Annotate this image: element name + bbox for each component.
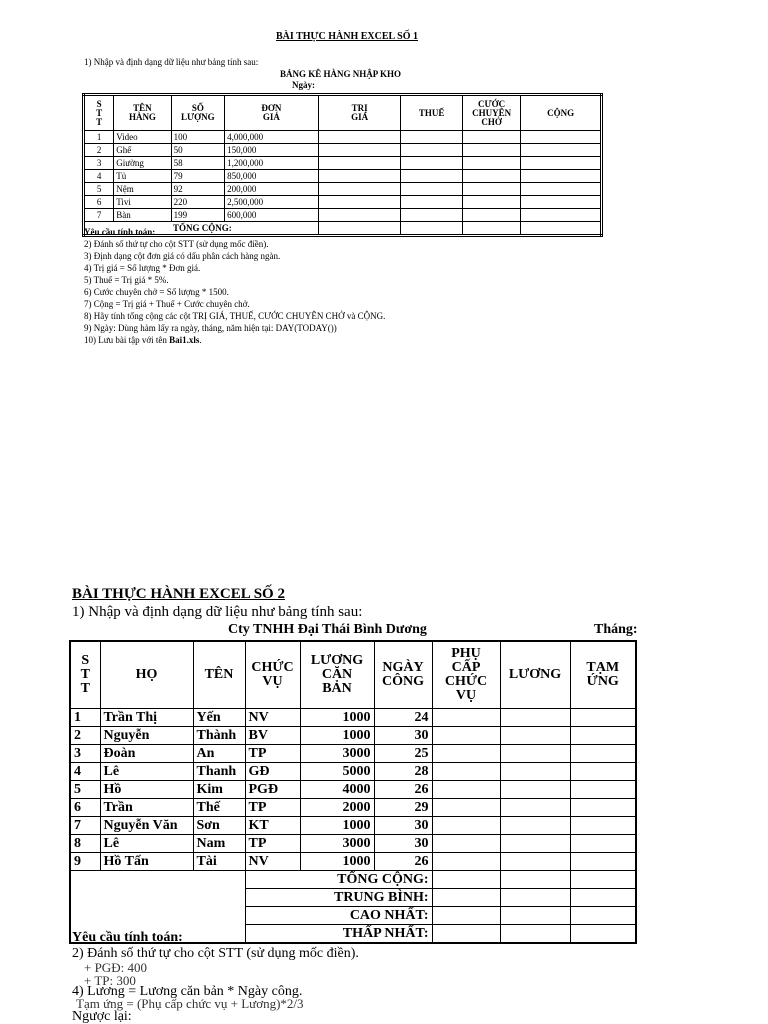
table-cell xyxy=(462,209,520,222)
ex2-header-cell: PHỤ CẤP CHỨC VỤ xyxy=(432,641,500,709)
table-cell xyxy=(318,183,401,196)
table-cell: TP xyxy=(245,835,300,853)
table-cell xyxy=(432,763,500,781)
table-cell xyxy=(570,907,636,925)
table-cell: 1000 xyxy=(300,853,374,871)
table-cell xyxy=(500,871,570,889)
table-cell: 58 xyxy=(171,157,224,170)
ex1-header-cell: TRỊ GIÁ xyxy=(318,95,401,131)
ex2-req-title: Yêu cầu tính toán: xyxy=(72,930,183,945)
table-cell: Nguyễn Văn xyxy=(100,817,193,835)
table-cell xyxy=(401,157,462,170)
ex1-title: BÀI THỰC HÀNH EXCEL SỐ 1 xyxy=(276,31,418,42)
ex2-req-line: 4) Lương = Lương căn bản * Ngày công. xyxy=(72,984,303,999)
table-cell xyxy=(500,889,570,907)
ex1-req-item: 4) Trị giá = Số lượng * Đơn giá. xyxy=(84,263,201,273)
summary-label: THẤP NHẤT: xyxy=(245,925,432,944)
table-cell: 1 xyxy=(84,131,114,144)
table-cell: Bàn xyxy=(114,209,171,222)
ex2-req-line: + TP: 300 xyxy=(84,973,136,988)
table-cell xyxy=(570,871,636,889)
ex1-total-row xyxy=(84,222,602,236)
table-cell: 26 xyxy=(374,853,432,871)
table-cell xyxy=(432,745,500,763)
ex1-header-cell: TÊN HÀNG xyxy=(114,95,171,131)
table-cell: 600,000 xyxy=(225,209,319,222)
ex2-header-cell: S T T xyxy=(70,641,100,709)
table-cell xyxy=(500,925,570,944)
ex1-header-cell: CƯỚC CHUYÊN CHỞ xyxy=(462,95,520,131)
table-cell xyxy=(401,183,462,196)
table-cell: 7 xyxy=(70,817,100,835)
table-cell: NV xyxy=(245,709,300,727)
table-cell: 25 xyxy=(374,745,432,763)
table-cell xyxy=(462,157,520,170)
table-row xyxy=(84,131,602,144)
table-row xyxy=(70,727,636,745)
table-cell xyxy=(318,209,401,222)
ex1-header-cell: CỘNG xyxy=(521,95,602,131)
table-cell xyxy=(432,871,500,889)
summary-label: CAO NHẤT: xyxy=(245,907,432,925)
ex1-req-item: 9) Ngày: Dùng hàm lấy ra ngày, tháng, năm hiện tại: DAY(TODAY()) xyxy=(84,323,337,333)
table-row xyxy=(70,817,636,835)
table-cell: 3 xyxy=(84,157,114,170)
table-cell: Ghế xyxy=(114,144,171,157)
table-cell: 5 xyxy=(84,183,114,196)
table-cell xyxy=(462,144,520,157)
table-cell xyxy=(500,763,570,781)
summary-row xyxy=(70,871,636,889)
table-cell xyxy=(521,170,602,183)
table-cell xyxy=(432,853,500,871)
table-cell: 2,500,000 xyxy=(225,196,319,209)
table-cell xyxy=(570,745,636,763)
table-row xyxy=(70,763,636,781)
table-cell xyxy=(570,763,636,781)
table-cell: 30 xyxy=(374,727,432,745)
table-cell: 9 xyxy=(70,853,100,871)
table-cell: 4 xyxy=(84,170,114,183)
table-cell xyxy=(500,799,570,817)
table-cell: Hồ Tấn xyxy=(100,853,193,871)
table-cell: NV xyxy=(245,853,300,871)
table-cell xyxy=(432,907,500,925)
table-cell xyxy=(432,799,500,817)
table-cell: 28 xyxy=(374,763,432,781)
table-row xyxy=(70,709,636,727)
table-cell xyxy=(432,817,500,835)
table-cell xyxy=(500,709,570,727)
summary-row xyxy=(70,907,636,925)
table-cell: 3000 xyxy=(300,835,374,853)
table-cell: BV xyxy=(245,727,300,745)
table-cell xyxy=(318,157,401,170)
table-cell: 100 xyxy=(171,131,224,144)
table-row xyxy=(84,157,602,170)
table-cell: 199 xyxy=(171,209,224,222)
ex2-company: Cty TNHH Đại Thái Bình Dương xyxy=(228,622,427,637)
table-cell: Tài xyxy=(193,853,245,871)
ex1-req-item: 2) Đánh số thứ tự cho cột STT (sử dụng mốc điền). xyxy=(84,239,269,249)
table-cell xyxy=(521,144,602,157)
table-cell: 6 xyxy=(84,196,114,209)
table-cell xyxy=(318,144,401,157)
table-cell: 150,000 xyxy=(225,144,319,157)
ex1-intro: 1) Nhập và định dạng dữ liệu như bảng tính sau: xyxy=(84,57,259,67)
ex1-header-cell: THUẾ xyxy=(401,95,462,131)
table-cell xyxy=(432,835,500,853)
table-cell: 2000 xyxy=(300,799,374,817)
table-cell: 200,000 xyxy=(225,183,319,196)
ex1-total-label: TỔNG CỘNG: xyxy=(84,222,319,236)
ex2-req-line: 2) Đánh số thứ tự cho cột STT (sử dụng mốc điền). xyxy=(72,946,359,961)
ex2-title: BÀI THỰC HÀNH EXCEL SỐ 2 xyxy=(72,586,285,602)
table-cell xyxy=(401,209,462,222)
ex2-header-cell: TÊN xyxy=(193,641,245,709)
table-row xyxy=(70,781,636,799)
table-cell: 850,000 xyxy=(225,170,319,183)
table-cell xyxy=(401,170,462,183)
table-cell: 50 xyxy=(171,144,224,157)
table-cell: Kim xyxy=(193,781,245,799)
table-cell xyxy=(318,131,401,144)
table-cell xyxy=(500,745,570,763)
table-cell xyxy=(462,131,520,144)
table-cell: Tủ xyxy=(114,170,171,183)
table-cell: Lê xyxy=(100,763,193,781)
table-cell xyxy=(500,727,570,745)
ex2-req-line: Ngược lại: xyxy=(72,1009,132,1024)
ex2-header-cell: CHỨC VỤ xyxy=(245,641,300,709)
ex2-header-cell: NGÀY CÔNG xyxy=(374,641,432,709)
table-cell xyxy=(521,196,602,209)
table-cell xyxy=(432,925,500,944)
table-cell xyxy=(570,835,636,853)
table-cell: 220 xyxy=(171,196,224,209)
table-cell: 2 xyxy=(70,727,100,745)
summary-label: TỔNG CỘNG: xyxy=(245,871,432,889)
table-row xyxy=(70,799,636,817)
table-cell: 29 xyxy=(374,799,432,817)
table-cell: 1,200,000 xyxy=(225,157,319,170)
table-cell xyxy=(432,727,500,745)
table-cell: Trần Thị xyxy=(100,709,193,727)
table-cell: 7 xyxy=(84,209,114,222)
ex1-table-title: BẢNG KÊ HÀNG NHẬP KHO xyxy=(280,69,402,79)
table-cell: Sơn xyxy=(193,817,245,835)
table-cell: 30 xyxy=(374,835,432,853)
table-row xyxy=(84,196,602,209)
table-cell xyxy=(570,727,636,745)
table-cell xyxy=(500,781,570,799)
ex2-header-row xyxy=(70,641,636,709)
ex1-req-item: 7) Cộng = Trị giá + Thuế + Cước chuyên chở. xyxy=(84,299,250,309)
table-cell xyxy=(500,835,570,853)
ex1-header-row xyxy=(84,95,602,131)
ex1-req-item: 6) Cước chuyên chở = Số lượng * 1500. xyxy=(84,287,229,297)
table-cell xyxy=(462,183,520,196)
table-cell xyxy=(570,781,636,799)
table-row xyxy=(84,209,602,222)
table-cell xyxy=(570,853,636,871)
table-cell xyxy=(401,144,462,157)
ex2-month-label: Tháng: xyxy=(594,622,638,637)
ex1-req-item-last: 10) Lưu bài tập với tên Bai1.xls. xyxy=(84,335,202,345)
table-row xyxy=(84,170,602,183)
table-cell xyxy=(318,170,401,183)
table-cell xyxy=(401,131,462,144)
table-cell: 1000 xyxy=(300,709,374,727)
table-cell: 8 xyxy=(70,835,100,853)
summary-row xyxy=(70,889,636,907)
table-row xyxy=(70,745,636,763)
table-cell: 3 xyxy=(70,745,100,763)
ex1-header-cell: S T T xyxy=(84,95,114,131)
table-cell: 3000 xyxy=(300,745,374,763)
table-cell xyxy=(570,799,636,817)
table-cell: Trần xyxy=(100,799,193,817)
table-cell: Yến xyxy=(193,709,245,727)
ex1-req-item: 3) Định dạng cột đơn giá có dấu phân cách hàng ngàn. xyxy=(84,251,281,261)
ex2-req-line: Tạm ứng = (Phụ cấp chức vụ + Lương)*2/3 xyxy=(76,996,304,1011)
table-cell: Đoàn xyxy=(100,745,193,763)
table-cell: 92 xyxy=(171,183,224,196)
ex2-intro: 1) Nhập và định dạng dữ liệu như bảng tính sau: xyxy=(72,604,363,620)
table-cell xyxy=(521,183,602,196)
ex2-header-cell: TẠM ỨNG xyxy=(570,641,636,709)
table-cell: KT xyxy=(245,817,300,835)
table-cell xyxy=(432,709,500,727)
table-cell: TP xyxy=(245,745,300,763)
ex1-req-item: 8) Hãy tính tổng cộng các cột TRỊ GIÁ, THUẾ, CƯỚC CHUYÊN CHỞ và CỘNG. xyxy=(84,311,386,321)
table-cell: 1000 xyxy=(300,817,374,835)
table-cell xyxy=(401,196,462,209)
ex1-req-item: 5) Thuế = Trị giá * 5%. xyxy=(84,275,169,285)
table-cell: Hồ xyxy=(100,781,193,799)
table-cell xyxy=(570,889,636,907)
table-cell xyxy=(500,907,570,925)
ex1-header-cell: SỐ LƯỢNG xyxy=(171,95,224,131)
table-cell xyxy=(500,817,570,835)
table-cell xyxy=(462,170,520,183)
table-cell: Thanh xyxy=(193,763,245,781)
table-cell: Thế xyxy=(193,799,245,817)
table-cell: PGĐ xyxy=(245,781,300,799)
ex1-date-label: Ngày: xyxy=(292,80,315,90)
table-cell: 24 xyxy=(374,709,432,727)
table-cell: GĐ xyxy=(245,763,300,781)
table-row xyxy=(70,853,636,871)
table-cell xyxy=(570,925,636,944)
table-cell: Tivi xyxy=(114,196,171,209)
ex2-header-cell: LƯƠNG CĂN BẢN xyxy=(300,641,374,709)
table-cell xyxy=(521,209,602,222)
table-cell: Lê xyxy=(100,835,193,853)
table-cell xyxy=(570,709,636,727)
ex1-table xyxy=(82,93,603,237)
table-cell xyxy=(432,889,500,907)
table-cell: An xyxy=(193,745,245,763)
ex2-header-cell: HỌ xyxy=(100,641,193,709)
table-cell xyxy=(500,853,570,871)
table-cell xyxy=(432,781,500,799)
table-row xyxy=(84,183,602,196)
table-row xyxy=(84,144,602,157)
table-cell: 5000 xyxy=(300,763,374,781)
table-cell: 2 xyxy=(84,144,114,157)
table-cell: 4 xyxy=(70,763,100,781)
table-cell xyxy=(318,196,401,209)
table-cell: Thành xyxy=(193,727,245,745)
table-cell: 4000 xyxy=(300,781,374,799)
table-cell xyxy=(462,196,520,209)
table-row xyxy=(70,835,636,853)
table-cell xyxy=(570,817,636,835)
table-cell: TP xyxy=(245,799,300,817)
ex2-table xyxy=(69,640,637,944)
table-cell: Video xyxy=(114,131,171,144)
table-cell: Nệm xyxy=(114,183,171,196)
table-cell: 30 xyxy=(374,817,432,835)
ex1-file-name: Bai1.xls xyxy=(169,335,200,345)
table-cell: 6 xyxy=(70,799,100,817)
table-cell xyxy=(521,157,602,170)
table-cell: 26 xyxy=(374,781,432,799)
ex1-header-cell: ĐƠN GIÁ xyxy=(225,95,319,131)
ex1-requirements xyxy=(84,238,385,346)
table-cell: Nguyễn xyxy=(100,727,193,745)
summary-label: TRUNG BÌNH: xyxy=(245,889,432,907)
table-cell: 1 xyxy=(70,709,100,727)
table-cell: Giường xyxy=(114,157,171,170)
table-cell xyxy=(521,131,602,144)
ex1-req-title: Yêu cầu tính toán: xyxy=(84,227,156,237)
table-cell: 5 xyxy=(70,781,100,799)
table-cell: 79 xyxy=(171,170,224,183)
table-cell: 4,000,000 xyxy=(225,131,319,144)
ex2-header-cell: LƯƠNG xyxy=(500,641,570,709)
ex2-req-line: + PGĐ: 400 xyxy=(84,960,147,975)
table-cell: 1000 xyxy=(300,727,374,745)
table-cell: Nam xyxy=(193,835,245,853)
